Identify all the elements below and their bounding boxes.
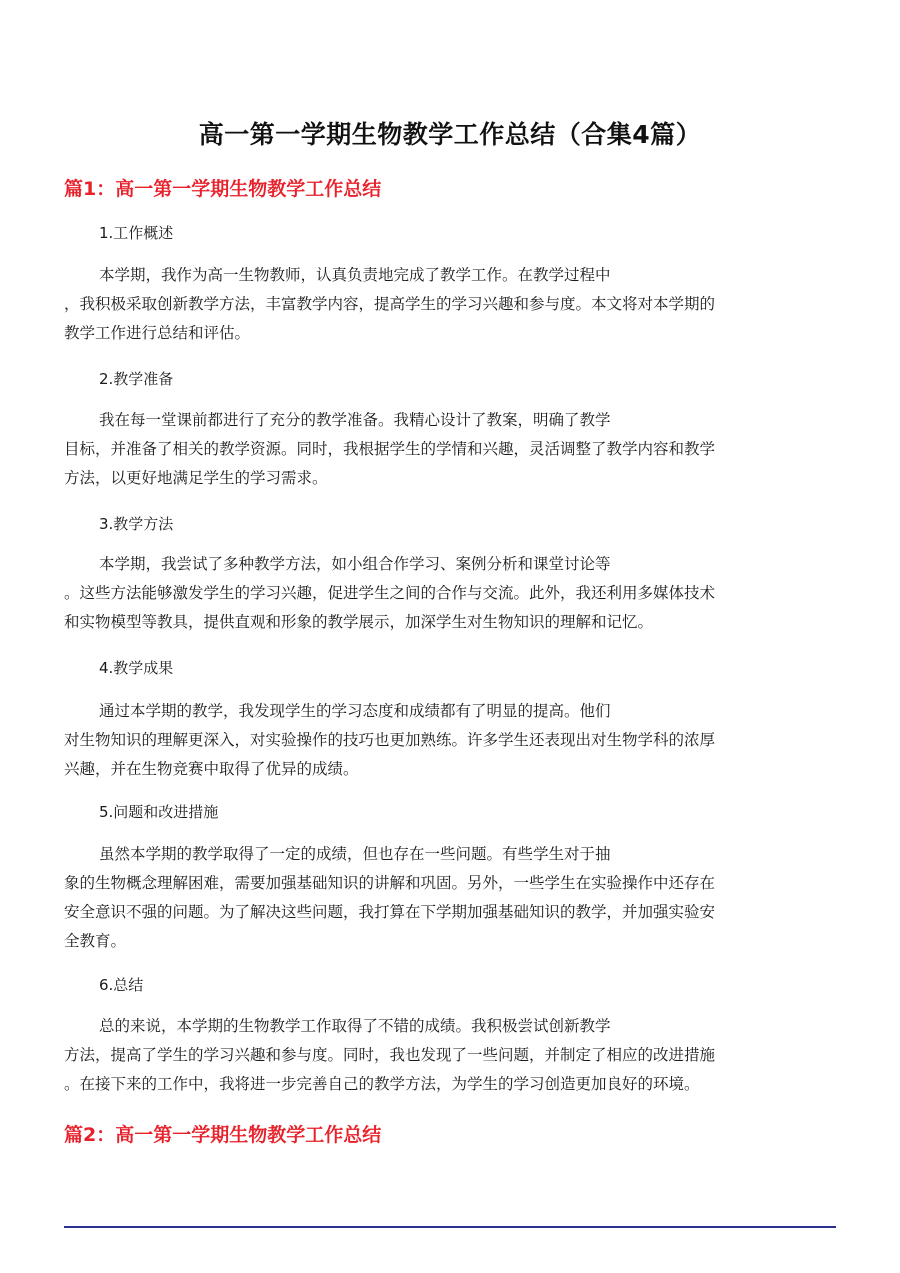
paragraph-line: 我在每一堂课前都进行了充分的教学准备。我精心设计了教案，明确了教学 xyxy=(99,411,611,429)
section-heading-6: 6.总结 xyxy=(99,976,144,994)
paragraph-line: 全教育。 xyxy=(64,932,127,950)
section-heading-3: 3.教学方法 xyxy=(99,515,174,533)
paragraph-line: 目标，并准备了相关的教学资源。同时，我根据学生的学情和兴趣，灵活调整了教学内容和教学 xyxy=(64,440,716,458)
section-heading-1: 1.工作概述 xyxy=(99,224,174,242)
paragraph-line: 兴趣，并在生物竞赛中取得了优异的成绩。 xyxy=(64,760,359,778)
footer-divider xyxy=(64,1226,836,1228)
paragraph-line: 通过本学期的教学，我发现学生的学习态度和成绩都有了明显的提高。他们 xyxy=(99,702,611,720)
paragraph-line: 安全意识不强的问题。为了解决这些问题，我打算在下学期加强基础知识的教学，并加强实验安 xyxy=(64,903,716,921)
document-title: 高一第一学期生物教学工作总结（合集4篇） xyxy=(198,120,702,149)
paragraph-line: 方法，以更好地满足学生的学习需求。 xyxy=(64,469,328,487)
paragraph-line: 虽然本学期的教学取得了一定的成绩，但也存在一些问题。有些学生对于抽 xyxy=(99,845,611,863)
section-heading-2: 2.教学准备 xyxy=(99,370,174,388)
paragraph-line: 方法，提高了学生的学习兴趣和参与度。同时，我也发现了一些问题，并制定了相应的改进措施 xyxy=(64,1046,716,1064)
section-paragraph-3 xyxy=(64,550,836,637)
paragraph-line: 。在接下来的工作中，我将进一步完善自己的教学方法，为学生的学习创造更加良好的环境。 xyxy=(64,1075,700,1093)
paragraph-line: 象的生物概念理解困难，需要加强基础知识的讲解和巩固。另外，一些学生在实验操作中还存在 xyxy=(64,874,716,892)
section-paragraph-2 xyxy=(64,406,836,493)
part-2-heading: 篇2：高一第一学期生物教学工作总结 xyxy=(64,1124,382,1146)
section-paragraph-4 xyxy=(64,697,836,784)
paragraph-line: 本学期，我作为高一生物教师，认真负责地完成了教学工作。在教学过程中 xyxy=(99,266,611,284)
section-paragraph-1 xyxy=(64,261,836,348)
paragraph-line: 教学工作进行总结和评估。 xyxy=(64,324,251,342)
paragraph-line: 。这些方法能够激发学生的学习兴趣，促进学生之间的合作与交流。此外，我还利用多媒体技术 xyxy=(64,584,716,602)
paragraph-line: 和实物模型等教具，提供直观和形象的教学展示，加深学生对生物知识的理解和记忆。 xyxy=(64,613,654,631)
section-heading-4: 4.教学成果 xyxy=(99,659,174,677)
section-paragraph-6 xyxy=(64,1012,836,1099)
section-paragraph-5 xyxy=(64,840,836,956)
section-heading-5: 5.问题和改进措施 xyxy=(99,803,219,821)
paragraph-line: ，我积极采取创新教学方法，丰富教学内容，提高学生的学习兴趣和参与度。本文将对本学期的 xyxy=(64,295,716,313)
part-1-heading: 篇1：高一第一学期生物教学工作总结 xyxy=(64,178,382,200)
paragraph-line: 对生物知识的理解更深入，对实验操作的技巧也更加熟练。许多学生还表现出对生物学科的浓厚 xyxy=(64,731,716,749)
paragraph-line: 本学期，我尝试了多种教学方法，如小组合作学习、案例分析和课堂讨论等 xyxy=(99,555,611,573)
paragraph-line: 总的来说，本学期的生物教学工作取得了不错的成绩。我积极尝试创新教学 xyxy=(99,1017,611,1035)
